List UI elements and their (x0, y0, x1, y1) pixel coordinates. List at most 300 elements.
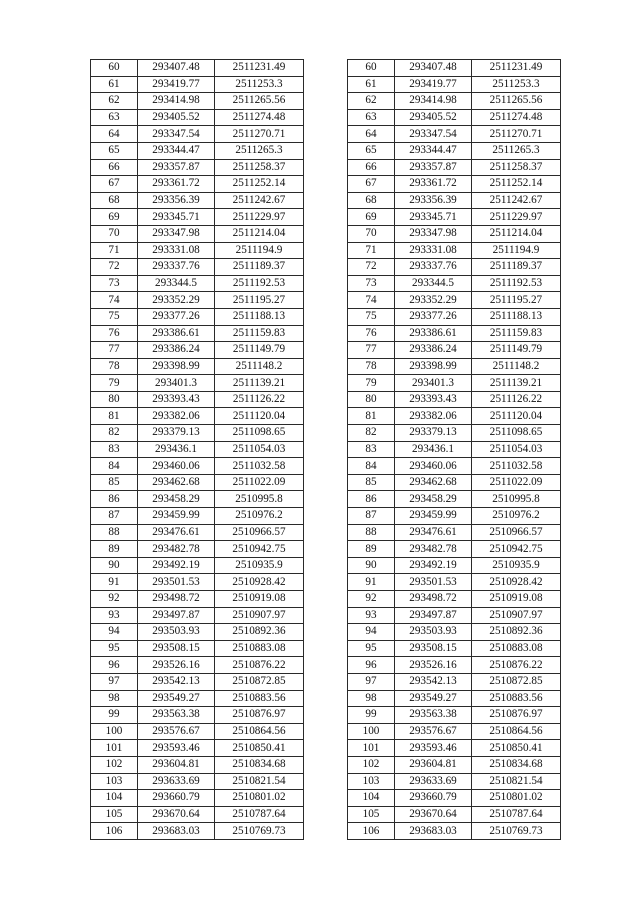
point-number-cell: 90 (91, 557, 138, 574)
x-coordinate-cell: 293459.99 (138, 508, 215, 525)
x-coordinate-cell: 293414.98 (138, 93, 215, 110)
point-number-cell: 97 (91, 673, 138, 690)
point-number-cell: 67 (91, 176, 138, 193)
point-number-cell: 91 (91, 574, 138, 591)
table-row (348, 259, 561, 276)
table-row (91, 624, 304, 641)
y-coordinate-cell: 2510928.42 (472, 574, 561, 591)
y-coordinate-cell: 2510876.97 (215, 707, 304, 724)
y-coordinate-cell: 2511159.83 (472, 325, 561, 342)
point-number-cell: 103 (348, 773, 395, 790)
table-row (348, 591, 561, 608)
point-number-cell: 69 (91, 209, 138, 226)
x-coordinate-cell: 293459.99 (395, 508, 472, 525)
point-number-cell: 62 (348, 93, 395, 110)
coordinate-table-right (347, 59, 561, 840)
x-coordinate-cell: 293542.13 (138, 673, 215, 690)
y-coordinate-cell: 2510834.68 (472, 756, 561, 773)
table-row (91, 491, 304, 508)
y-coordinate-cell: 2511252.14 (215, 176, 304, 193)
x-coordinate-cell: 293576.67 (395, 723, 472, 740)
point-number-cell: 74 (348, 292, 395, 309)
y-coordinate-cell: 2511188.13 (215, 308, 304, 325)
point-number-cell: 68 (91, 192, 138, 209)
y-coordinate-cell: 2510942.75 (215, 541, 304, 558)
y-coordinate-cell: 2511252.14 (472, 176, 561, 193)
y-coordinate-cell: 2511253.3 (215, 76, 304, 93)
x-coordinate-cell: 293344.5 (138, 275, 215, 292)
x-coordinate-cell: 293670.64 (138, 806, 215, 823)
table-row (348, 707, 561, 724)
x-coordinate-cell: 293345.71 (138, 209, 215, 226)
y-coordinate-cell: 2511265.56 (215, 93, 304, 110)
table-row (91, 159, 304, 176)
x-coordinate-cell: 293405.52 (395, 109, 472, 126)
table-row (348, 474, 561, 491)
y-coordinate-cell: 2510883.08 (215, 640, 304, 657)
y-coordinate-cell: 2511270.71 (215, 126, 304, 143)
y-coordinate-cell: 2511265.56 (472, 93, 561, 110)
table-row (91, 508, 304, 525)
point-number-cell: 99 (348, 707, 395, 724)
x-coordinate-cell: 293508.15 (138, 640, 215, 657)
table-row (91, 292, 304, 309)
point-number-cell: 77 (91, 342, 138, 359)
x-coordinate-cell: 293497.87 (138, 607, 215, 624)
table-row (91, 76, 304, 93)
point-number-cell: 60 (348, 60, 395, 77)
point-number-cell: 78 (348, 358, 395, 375)
point-number-cell: 72 (91, 259, 138, 276)
table-row (91, 541, 304, 558)
y-coordinate-cell: 2510872.85 (215, 673, 304, 690)
y-coordinate-cell: 2510935.9 (472, 557, 561, 574)
x-coordinate-cell: 293476.61 (395, 524, 472, 541)
y-coordinate-cell: 2511139.21 (215, 375, 304, 392)
x-coordinate-cell: 293563.38 (138, 707, 215, 724)
x-coordinate-cell: 293482.78 (138, 541, 215, 558)
point-number-cell: 93 (91, 607, 138, 624)
table-row (91, 707, 304, 724)
x-coordinate-cell: 293593.46 (138, 740, 215, 757)
y-coordinate-cell: 2511194.9 (472, 242, 561, 259)
y-coordinate-cell: 2510942.75 (472, 541, 561, 558)
x-coordinate-cell: 293347.54 (395, 126, 472, 143)
point-number-cell: 80 (348, 391, 395, 408)
y-coordinate-cell: 2510995.8 (215, 491, 304, 508)
table-row (348, 806, 561, 823)
y-coordinate-cell: 2511265.3 (472, 142, 561, 159)
y-coordinate-cell: 2511274.48 (215, 109, 304, 126)
point-number-cell: 91 (348, 574, 395, 591)
point-number-cell: 75 (348, 308, 395, 325)
x-coordinate-cell: 293407.48 (395, 60, 472, 77)
y-coordinate-cell: 2511054.03 (215, 441, 304, 458)
y-coordinate-cell: 2510883.56 (215, 690, 304, 707)
y-coordinate-cell: 2511098.65 (472, 425, 561, 442)
x-coordinate-cell: 293337.76 (395, 259, 472, 276)
point-number-cell: 81 (91, 408, 138, 425)
table-row (91, 425, 304, 442)
y-coordinate-cell: 2510883.08 (472, 640, 561, 657)
table-row (348, 60, 561, 77)
x-coordinate-cell: 293331.08 (138, 242, 215, 259)
point-number-cell: 101 (348, 740, 395, 757)
y-coordinate-cell: 2511229.97 (472, 209, 561, 226)
x-coordinate-cell: 293382.06 (395, 408, 472, 425)
point-number-cell: 65 (348, 142, 395, 159)
table-row (91, 60, 304, 77)
y-coordinate-cell: 2511242.67 (472, 192, 561, 209)
x-coordinate-cell: 293604.81 (395, 756, 472, 773)
table-row (348, 673, 561, 690)
table-row (91, 209, 304, 226)
point-number-cell: 87 (348, 508, 395, 525)
table-row (91, 192, 304, 209)
y-coordinate-cell: 2511148.2 (215, 358, 304, 375)
y-coordinate-cell: 2511265.3 (215, 142, 304, 159)
y-coordinate-cell: 2511032.58 (472, 458, 561, 475)
table-row (348, 275, 561, 292)
x-coordinate-cell: 293356.39 (395, 192, 472, 209)
point-number-cell: 71 (91, 242, 138, 259)
point-number-cell: 95 (348, 640, 395, 657)
table-row (91, 823, 304, 840)
table-row (348, 508, 561, 525)
point-number-cell: 92 (348, 591, 395, 608)
x-coordinate-cell: 293347.54 (138, 126, 215, 143)
table-row (91, 325, 304, 342)
table-row (348, 325, 561, 342)
y-coordinate-cell: 2510876.97 (472, 707, 561, 724)
point-number-cell: 81 (348, 408, 395, 425)
y-coordinate-cell: 2510769.73 (215, 823, 304, 840)
table-row (348, 541, 561, 558)
table-row (348, 391, 561, 408)
point-number-cell: 88 (91, 524, 138, 541)
table-row (348, 126, 561, 143)
table-row (348, 607, 561, 624)
table-row (348, 93, 561, 110)
x-coordinate-cell: 293393.43 (138, 391, 215, 408)
x-coordinate-cell: 293356.39 (138, 192, 215, 209)
x-coordinate-cell: 293382.06 (138, 408, 215, 425)
x-coordinate-cell: 293401.3 (138, 375, 215, 392)
point-number-cell: 61 (91, 76, 138, 93)
point-number-cell: 64 (348, 126, 395, 143)
table-row (91, 806, 304, 823)
x-coordinate-cell: 293576.67 (138, 723, 215, 740)
table-row (348, 375, 561, 392)
point-number-cell: 66 (91, 159, 138, 176)
y-coordinate-cell: 2511148.2 (472, 358, 561, 375)
table-row (91, 723, 304, 740)
coordinate-table-body (91, 60, 304, 840)
point-number-cell: 102 (91, 756, 138, 773)
y-coordinate-cell: 2510821.54 (215, 773, 304, 790)
table-row (348, 640, 561, 657)
x-coordinate-cell: 293386.24 (395, 342, 472, 359)
y-coordinate-cell: 2510801.02 (215, 790, 304, 807)
y-coordinate-cell: 2510801.02 (472, 790, 561, 807)
x-coordinate-cell: 293379.13 (395, 425, 472, 442)
point-number-cell: 72 (348, 259, 395, 276)
x-coordinate-cell: 293352.29 (395, 292, 472, 309)
point-number-cell: 104 (348, 790, 395, 807)
x-coordinate-cell: 293501.53 (138, 574, 215, 591)
table-row (91, 740, 304, 757)
table-row (91, 524, 304, 541)
y-coordinate-cell: 2510864.56 (472, 723, 561, 740)
point-number-cell: 83 (91, 441, 138, 458)
x-coordinate-cell: 293377.26 (138, 308, 215, 325)
y-coordinate-cell: 2510787.64 (472, 806, 561, 823)
x-coordinate-cell: 293347.98 (138, 225, 215, 242)
table-row (91, 93, 304, 110)
table-row (348, 308, 561, 325)
table-row (91, 790, 304, 807)
point-number-cell: 86 (91, 491, 138, 508)
x-coordinate-cell: 293633.69 (138, 773, 215, 790)
y-coordinate-cell: 2511188.13 (472, 308, 561, 325)
y-coordinate-cell: 2510864.56 (215, 723, 304, 740)
table-row (91, 308, 304, 325)
point-number-cell: 96 (91, 657, 138, 674)
table-row (348, 740, 561, 757)
point-number-cell: 62 (91, 93, 138, 110)
table-row (91, 375, 304, 392)
y-coordinate-cell: 2511242.67 (215, 192, 304, 209)
table-row (348, 142, 561, 159)
x-coordinate-cell: 293357.87 (395, 159, 472, 176)
table-row (348, 574, 561, 591)
x-coordinate-cell: 293549.27 (395, 690, 472, 707)
y-coordinate-cell: 2510976.2 (472, 508, 561, 525)
x-coordinate-cell: 293492.19 (138, 557, 215, 574)
x-coordinate-cell: 293361.72 (138, 176, 215, 193)
table-row (348, 557, 561, 574)
point-number-cell: 85 (91, 474, 138, 491)
x-coordinate-cell: 293419.77 (395, 76, 472, 93)
point-number-cell: 70 (91, 225, 138, 242)
table-row (91, 591, 304, 608)
x-coordinate-cell: 293386.61 (138, 325, 215, 342)
x-coordinate-cell: 293660.79 (395, 790, 472, 807)
point-number-cell: 83 (348, 441, 395, 458)
coordinate-table-body (348, 60, 561, 840)
y-coordinate-cell: 2511032.58 (215, 458, 304, 475)
y-coordinate-cell: 2510834.68 (215, 756, 304, 773)
point-number-cell: 70 (348, 225, 395, 242)
point-number-cell: 92 (91, 591, 138, 608)
point-number-cell: 88 (348, 524, 395, 541)
point-number-cell: 101 (91, 740, 138, 757)
y-coordinate-cell: 2511189.37 (215, 259, 304, 276)
table-row (348, 690, 561, 707)
point-number-cell: 90 (348, 557, 395, 574)
y-coordinate-cell: 2510883.56 (472, 690, 561, 707)
point-number-cell: 78 (91, 358, 138, 375)
point-number-cell: 82 (348, 425, 395, 442)
point-number-cell: 71 (348, 242, 395, 259)
y-coordinate-cell: 2511120.04 (472, 408, 561, 425)
x-coordinate-cell: 293419.77 (138, 76, 215, 93)
point-number-cell: 94 (91, 624, 138, 641)
table-row (348, 657, 561, 674)
x-coordinate-cell: 293498.72 (138, 591, 215, 608)
y-coordinate-cell: 2511258.37 (472, 159, 561, 176)
table-row (348, 408, 561, 425)
y-coordinate-cell: 2510872.85 (472, 673, 561, 690)
x-coordinate-cell: 293683.03 (138, 823, 215, 840)
x-coordinate-cell: 293377.26 (395, 308, 472, 325)
x-coordinate-cell: 293526.16 (138, 657, 215, 674)
point-number-cell: 84 (348, 458, 395, 475)
coordinate-table-left (90, 59, 304, 840)
x-coordinate-cell: 293549.27 (138, 690, 215, 707)
point-number-cell: 105 (91, 806, 138, 823)
x-coordinate-cell: 293683.03 (395, 823, 472, 840)
y-coordinate-cell: 2510876.22 (472, 657, 561, 674)
table-row (91, 176, 304, 193)
table-row (348, 425, 561, 442)
x-coordinate-cell: 293407.48 (138, 60, 215, 77)
table-row (348, 292, 561, 309)
x-coordinate-cell: 293352.29 (138, 292, 215, 309)
point-number-cell: 63 (348, 109, 395, 126)
table-row (348, 342, 561, 359)
point-number-cell: 79 (348, 375, 395, 392)
y-coordinate-cell: 2511192.53 (215, 275, 304, 292)
x-coordinate-cell: 293361.72 (395, 176, 472, 193)
y-coordinate-cell: 2511022.09 (472, 474, 561, 491)
point-number-cell: 104 (91, 790, 138, 807)
x-coordinate-cell: 293497.87 (395, 607, 472, 624)
y-coordinate-cell: 2511194.9 (215, 242, 304, 259)
point-number-cell: 85 (348, 474, 395, 491)
y-coordinate-cell: 2510787.64 (215, 806, 304, 823)
x-coordinate-cell: 293398.99 (395, 358, 472, 375)
point-number-cell: 100 (91, 723, 138, 740)
point-number-cell: 79 (91, 375, 138, 392)
x-coordinate-cell: 293357.87 (138, 159, 215, 176)
point-number-cell: 64 (91, 126, 138, 143)
point-number-cell: 99 (91, 707, 138, 724)
point-number-cell: 61 (348, 76, 395, 93)
x-coordinate-cell: 293436.1 (395, 441, 472, 458)
y-coordinate-cell: 2510919.08 (472, 591, 561, 608)
y-coordinate-cell: 2510821.54 (472, 773, 561, 790)
point-number-cell: 67 (348, 176, 395, 193)
y-coordinate-cell: 2510850.41 (472, 740, 561, 757)
x-coordinate-cell: 293462.68 (138, 474, 215, 491)
table-row (348, 723, 561, 740)
table-row (91, 275, 304, 292)
point-number-cell: 93 (348, 607, 395, 624)
table-row (91, 225, 304, 242)
table-row (348, 458, 561, 475)
x-coordinate-cell: 293660.79 (138, 790, 215, 807)
table-row (91, 673, 304, 690)
table-row (91, 109, 304, 126)
x-coordinate-cell: 293492.19 (395, 557, 472, 574)
point-number-cell: 69 (348, 209, 395, 226)
point-number-cell: 76 (348, 325, 395, 342)
y-coordinate-cell: 2510966.57 (215, 524, 304, 541)
table-row (91, 574, 304, 591)
x-coordinate-cell: 293347.98 (395, 225, 472, 242)
point-number-cell: 86 (348, 491, 395, 508)
x-coordinate-cell: 293379.13 (138, 425, 215, 442)
x-coordinate-cell: 293460.06 (138, 458, 215, 475)
x-coordinate-cell: 293670.64 (395, 806, 472, 823)
y-coordinate-cell: 2510976.2 (215, 508, 304, 525)
y-coordinate-cell: 2510907.97 (215, 607, 304, 624)
x-coordinate-cell: 293542.13 (395, 673, 472, 690)
table-row (348, 192, 561, 209)
y-coordinate-cell: 2511126.22 (215, 391, 304, 408)
x-coordinate-cell: 293633.69 (395, 773, 472, 790)
table-row (91, 408, 304, 425)
point-number-cell: 94 (348, 624, 395, 641)
x-coordinate-cell: 293460.06 (395, 458, 472, 475)
x-coordinate-cell: 293458.29 (138, 491, 215, 508)
table-row (91, 607, 304, 624)
y-coordinate-cell: 2511054.03 (472, 441, 561, 458)
x-coordinate-cell: 293414.98 (395, 93, 472, 110)
point-number-cell: 76 (91, 325, 138, 342)
x-coordinate-cell: 293344.47 (138, 142, 215, 159)
table-row (348, 524, 561, 541)
y-coordinate-cell: 2511189.37 (472, 259, 561, 276)
x-coordinate-cell: 293405.52 (138, 109, 215, 126)
table-row (91, 441, 304, 458)
y-coordinate-cell: 2511192.53 (472, 275, 561, 292)
point-number-cell: 84 (91, 458, 138, 475)
point-number-cell: 73 (348, 275, 395, 292)
y-coordinate-cell: 2511195.27 (215, 292, 304, 309)
x-coordinate-cell: 293344.5 (395, 275, 472, 292)
y-coordinate-cell: 2511253.3 (472, 76, 561, 93)
x-coordinate-cell: 293436.1 (138, 441, 215, 458)
table-row (348, 209, 561, 226)
y-coordinate-cell: 2510850.41 (215, 740, 304, 757)
table-row (91, 657, 304, 674)
point-number-cell: 98 (348, 690, 395, 707)
table-row (348, 756, 561, 773)
table-row (348, 358, 561, 375)
point-number-cell: 98 (91, 690, 138, 707)
y-coordinate-cell: 2510928.42 (215, 574, 304, 591)
table-row (91, 773, 304, 790)
point-number-cell: 106 (91, 823, 138, 840)
point-number-cell: 105 (348, 806, 395, 823)
x-coordinate-cell: 293593.46 (395, 740, 472, 757)
x-coordinate-cell: 293508.15 (395, 640, 472, 657)
point-number-cell: 106 (348, 823, 395, 840)
x-coordinate-cell: 293503.93 (395, 624, 472, 641)
point-number-cell: 75 (91, 308, 138, 325)
table-row (348, 790, 561, 807)
point-number-cell: 96 (348, 657, 395, 674)
point-number-cell: 66 (348, 159, 395, 176)
y-coordinate-cell: 2510995.8 (472, 491, 561, 508)
y-coordinate-cell: 2511149.79 (215, 342, 304, 359)
y-coordinate-cell: 2511022.09 (215, 474, 304, 491)
x-coordinate-cell: 293482.78 (395, 541, 472, 558)
y-coordinate-cell: 2511149.79 (472, 342, 561, 359)
point-number-cell: 80 (91, 391, 138, 408)
